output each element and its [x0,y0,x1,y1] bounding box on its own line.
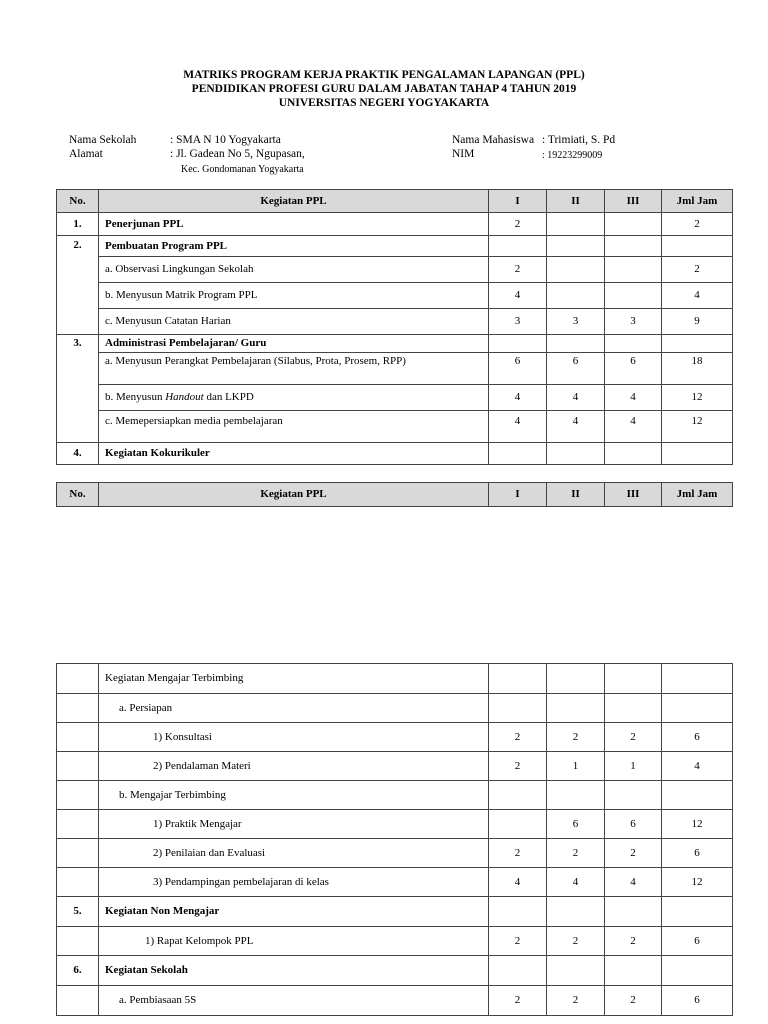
value-jml: 18 [662,353,733,385]
table-row [57,839,733,868]
row-number [57,839,99,868]
value-ii: 3 [547,309,605,335]
value-iii [605,897,662,927]
value-ii [547,283,605,309]
table-row [57,956,733,986]
value-ii: 4 [547,868,605,897]
table-row [57,694,733,723]
value-jml: 2 [662,213,733,236]
value-jml [662,236,733,257]
activity-cell: 2) Penilaian dan Evaluasi [99,839,489,868]
value-iii: 2 [605,986,662,1016]
value-jml: 12 [662,868,733,897]
activity-text: dan LKPD [203,391,254,403]
col-header-no: No. [57,190,99,213]
value-jml: 4 [662,283,733,309]
row-number: 4. [57,443,99,465]
value-ii [547,236,605,257]
value-ii [547,257,605,283]
value-iii: 2 [605,839,662,868]
table-row [57,897,733,927]
value-iii: 3 [605,309,662,335]
activity-cell: 1) Rapat Kelompok PPL [99,927,489,956]
value-i [489,694,547,723]
activity-cell: c. Menyusun Catatan Harian [99,309,489,335]
student-name-label: Nama Mahasiswa [452,134,535,146]
value-jml: 6 [662,986,733,1016]
value-i: 2 [489,213,547,236]
row-number [57,927,99,956]
activity-cell: b. Menyusun Matrik Program PPL [99,283,489,309]
value-ii: 2 [547,986,605,1016]
value-iii [605,213,662,236]
value-i: 2 [489,986,547,1016]
value-i: 4 [489,283,547,309]
value-iii: 2 [605,927,662,956]
value-jml [662,956,733,986]
col-header-jml-jam: Jml Jam [662,483,733,507]
col-header-kegiatan: Kegiatan PPL [99,190,489,213]
table-row [57,664,733,694]
value-i [489,897,547,927]
table-row [57,986,733,1016]
address-label: Alamat [69,148,103,160]
value-ii: 4 [547,385,605,411]
student-name-value: : Trimiati, S. Pd [542,134,616,146]
activity-cell: Kegiatan Sekolah [99,956,489,986]
table-header-row [57,483,733,507]
value-jml: 12 [662,385,733,411]
col-header-kegiatan: Kegiatan PPL [99,483,489,507]
value-ii: 2 [547,927,605,956]
col-header-ii: II [547,483,605,507]
value-jml: 6 [662,927,733,956]
value-jml [662,694,733,723]
program-table-2-header [56,482,733,507]
value-i: 2 [489,723,547,752]
row-number [57,986,99,1016]
activity-cell: Pembuatan Program PPL [99,236,489,257]
activity-cell: 3) Pendampingan pembelajaran di kelas [99,868,489,897]
table-row [57,335,733,353]
program-table-1 [56,189,733,465]
row-number [57,664,99,694]
value-iii: 4 [605,411,662,443]
activity-cell: b. Mengajar Terbimbing [99,781,489,810]
value-iii [605,694,662,723]
table-row [57,443,733,465]
row-number [57,752,99,781]
activity-cell: 1) Konsultasi [99,723,489,752]
address-value: : Jl. Gadean No 5, Ngupasan, [170,148,305,160]
row-number [57,694,99,723]
row-number [57,868,99,897]
activity-cell: a. Pembiasaan 5S [99,986,489,1016]
school-value: : SMA N 10 Yogyakarta [170,134,281,146]
table-row [57,927,733,956]
activity-cell: Kegiatan Kokurikuler [99,443,489,465]
table-row [57,868,733,897]
row-number: 5. [57,897,99,927]
value-ii [547,956,605,986]
value-i: 2 [489,257,547,283]
row-number [57,810,99,839]
value-i [489,781,547,810]
value-iii [605,781,662,810]
activity-cell: a. Persiapan [99,694,489,723]
value-ii: 4 [547,411,605,443]
value-i [489,956,547,986]
value-i: 4 [489,411,547,443]
document-title-line-1: MATRIKS PROGRAM KERJA PRAKTIK PENGALAMAN LAPANGAN (PPL) [183,69,585,81]
activity-cell [99,385,489,411]
address-value-line-2: Kec. Gondomanan Yogyakarta [181,164,304,175]
nim-value: : 19223299009 [542,150,603,161]
value-ii [547,897,605,927]
activity-cell: Kegiatan Non Mengajar [99,897,489,927]
table-row [57,385,733,411]
value-i: 6 [489,353,547,385]
value-jml [662,781,733,810]
nim-label: NIM [452,148,475,160]
value-iii [605,956,662,986]
table-row [57,723,733,752]
table-row [57,283,733,309]
value-i [489,810,547,839]
value-jml: 2 [662,257,733,283]
value-ii: 2 [547,723,605,752]
activity-cell: Penerjunan PPL [99,213,489,236]
value-ii [547,443,605,465]
value-iii: 6 [605,353,662,385]
col-header-ii: II [547,190,605,213]
value-ii [547,335,605,353]
table-row [57,236,733,257]
row-number: 1. [57,213,99,236]
value-iii: 6 [605,810,662,839]
document-title-line-2: PENDIDIKAN PROFESI GURU DALAM JABATAN TAHAP 4 TAHUN 2019 [191,83,577,95]
value-i [489,664,547,694]
value-i [489,443,547,465]
value-iii [605,335,662,353]
row-number [57,723,99,752]
activity-cell: Administrasi Pembelajaran/ Guru [99,335,489,353]
value-jml: 9 [662,309,733,335]
value-ii: 6 [547,810,605,839]
value-iii [605,664,662,694]
value-i [489,335,547,353]
value-iii [605,443,662,465]
value-ii: 6 [547,353,605,385]
col-header-iii: III [605,190,662,213]
value-ii [547,213,605,236]
table-row [57,752,733,781]
col-header-iii: III [605,483,662,507]
activity-text: b. Menyusun [105,391,166,403]
col-header-i: I [489,190,547,213]
value-jml: 12 [662,810,733,839]
activity-cell: 2) Pendalaman Materi [99,752,489,781]
col-header-i: I [489,483,547,507]
program-table-3 [56,663,733,1016]
value-jml: 6 [662,839,733,868]
value-iii: 2 [605,723,662,752]
value-i: 2 [489,752,547,781]
value-i [489,236,547,257]
col-header-no: No. [57,483,99,507]
table-row [57,353,733,385]
value-ii [547,694,605,723]
table-row [57,257,733,283]
value-i: 3 [489,309,547,335]
value-iii [605,236,662,257]
row-number: 2. [57,236,99,335]
table-row [57,781,733,810]
activity-cell: a. Menyusun Perangkat Pembelajaran (Silabus, Prota, Prosem, RPP) [99,353,489,385]
value-jml [662,664,733,694]
activity-text-italic: Handout [165,391,204,403]
activity-cell: 1) Praktik Mengajar [99,810,489,839]
school-label: Nama Sekolah [69,134,137,146]
value-jml: 6 [662,723,733,752]
row-number: 6. [57,956,99,986]
value-jml: 4 [662,752,733,781]
activity-cell: Kegiatan Mengajar Terbimbing [99,664,489,694]
value-ii [547,664,605,694]
table-row [57,309,733,335]
row-number: 3. [57,335,99,443]
value-iii: 4 [605,385,662,411]
activity-cell: c. Memepersiapkan media pembelajaran [99,411,489,443]
value-i: 4 [489,868,547,897]
value-iii: 1 [605,752,662,781]
table-row [57,213,733,236]
value-i: 2 [489,839,547,868]
value-ii: 2 [547,839,605,868]
value-i: 2 [489,927,547,956]
value-ii: 1 [547,752,605,781]
row-number [57,781,99,810]
value-iii [605,283,662,309]
value-ii [547,781,605,810]
value-jml: 12 [662,411,733,443]
value-iii [605,257,662,283]
value-jml [662,897,733,927]
value-jml [662,443,733,465]
value-i: 4 [489,385,547,411]
value-jml [662,335,733,353]
document-title-line-3: UNIVERSITAS NEGERI YOGYAKARTA [278,97,490,109]
value-iii: 4 [605,868,662,897]
activity-cell: a. Observasi Lingkungan Sekolah [99,257,489,283]
table-header-row [57,190,733,213]
table-row [57,411,733,443]
table-row [57,810,733,839]
col-header-jml-jam: Jml Jam [662,190,733,213]
